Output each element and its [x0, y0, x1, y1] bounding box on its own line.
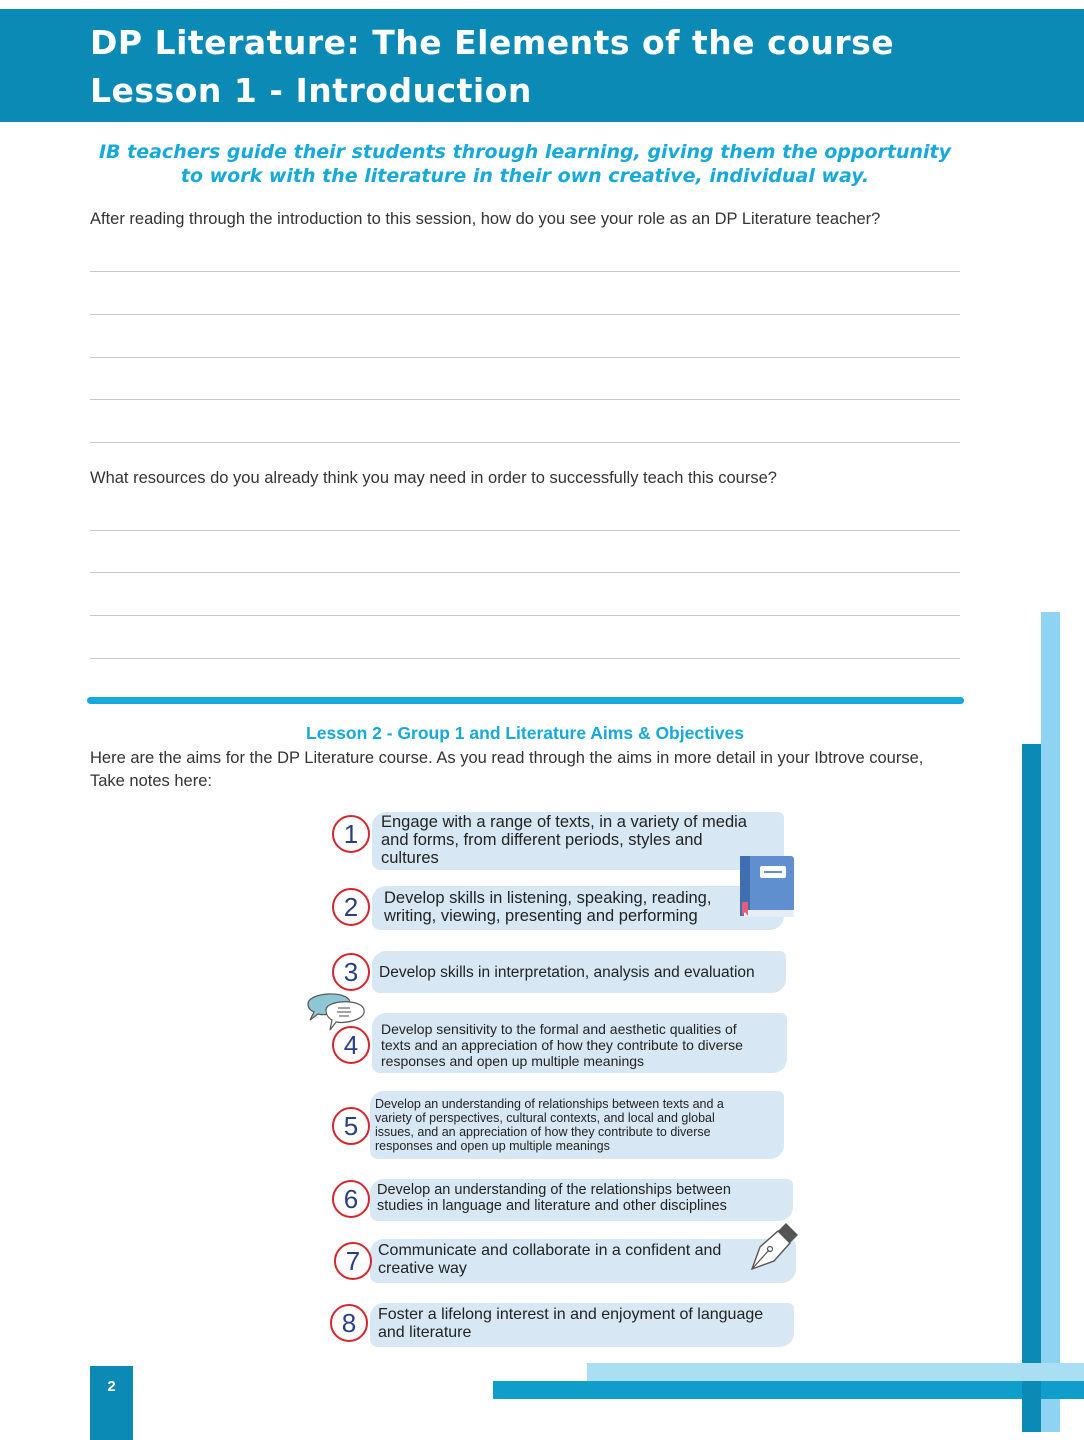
answer-line[interactable] — [90, 399, 960, 400]
decor-bar-dark — [493, 1381, 1084, 1399]
book-icon — [734, 852, 798, 922]
aim-2-text: Develop skills in listening, speaking, reading, writing, viewing, presenting and performing — [384, 889, 712, 925]
answer-line[interactable] — [90, 442, 960, 443]
aim-5-text: Develop an understanding of relationships between texts and a variety of perspectives, cultural contexts, and local and global issues, and an appreciation of how they contribute to diverse responses and open up multiple meanings — [375, 1097, 724, 1153]
aim-2-number: 2 — [332, 888, 370, 926]
decor-bar-dark — [1022, 744, 1041, 1432]
question-role: After reading through the introduction to this session, how do you see your role as an DP Literature teacher? — [90, 210, 881, 228]
answer-line[interactable] — [90, 314, 960, 315]
page-header — [0, 9, 1084, 122]
answer-line[interactable] — [90, 271, 960, 272]
aim-5-number: 5 — [332, 1107, 370, 1145]
aim-1-text: Engage with a range of texts, in a variety of media and forms, from different periods, styles and cultures — [381, 813, 747, 867]
section-divider — [87, 697, 964, 704]
page-number: 2 — [107, 1378, 116, 1395]
aim-3-text: Develop skills in interpretation, analysis and evaluation — [379, 964, 755, 981]
aim-6-number: 6 — [332, 1180, 370, 1218]
question-resources: What resources do you already think you may need in order to successfully teach this course? — [90, 469, 777, 487]
answer-line[interactable] — [90, 658, 960, 659]
lead-statement: IB teachers guide their students through learning, giving them the opportunity to work with the literature in their own creative, individual way. — [98, 141, 952, 187]
lesson2-title: Lesson 2 - Group 1 and Literature Aims & Objectives — [306, 723, 744, 743]
aim-8-text: Foster a lifelong interest in and enjoyment of language and literature — [378, 1306, 764, 1341]
aim-4-text: Develop sensitivity to the formal and aesthetic qualities of texts and an appreciation of how they contribute to diverse responses and open up multiple meanings — [381, 1021, 743, 1069]
answer-line[interactable] — [90, 572, 960, 573]
aim-3-number: 3 — [332, 953, 370, 991]
aim-4-number: 4 — [332, 1026, 370, 1064]
aim-7-number: 7 — [334, 1242, 372, 1280]
fountain-pen-icon — [748, 1217, 804, 1273]
decor-bar-light — [1041, 612, 1060, 1432]
aim-1-number: 1 — [332, 815, 370, 853]
course-title: DP Literature: The Elements of the course — [90, 23, 895, 62]
aim-6-text: Develop an understanding of the relationships between studies in language and literature and other disciplines — [377, 1182, 731, 1214]
lesson-title: Lesson 1 - Introduction — [90, 71, 532, 110]
answer-line[interactable] — [90, 357, 960, 358]
decor-bar-light — [587, 1363, 1084, 1381]
aim-7-text: Communicate and collaborate in a confident and creative way — [378, 1242, 722, 1277]
aim-8-number: 8 — [330, 1304, 368, 1342]
lesson2-intro: Here are the aims for the DP Literature course. As you read through the aims in more detail in your Ibtrove course, Take notes here: — [90, 749, 924, 790]
answer-line[interactable] — [90, 615, 960, 616]
speech-bubbles-icon — [304, 986, 368, 1034]
answer-line[interactable] — [90, 530, 960, 531]
decor-bar-dark — [1022, 1381, 1041, 1399]
page-number-tab — [90, 1366, 133, 1440]
